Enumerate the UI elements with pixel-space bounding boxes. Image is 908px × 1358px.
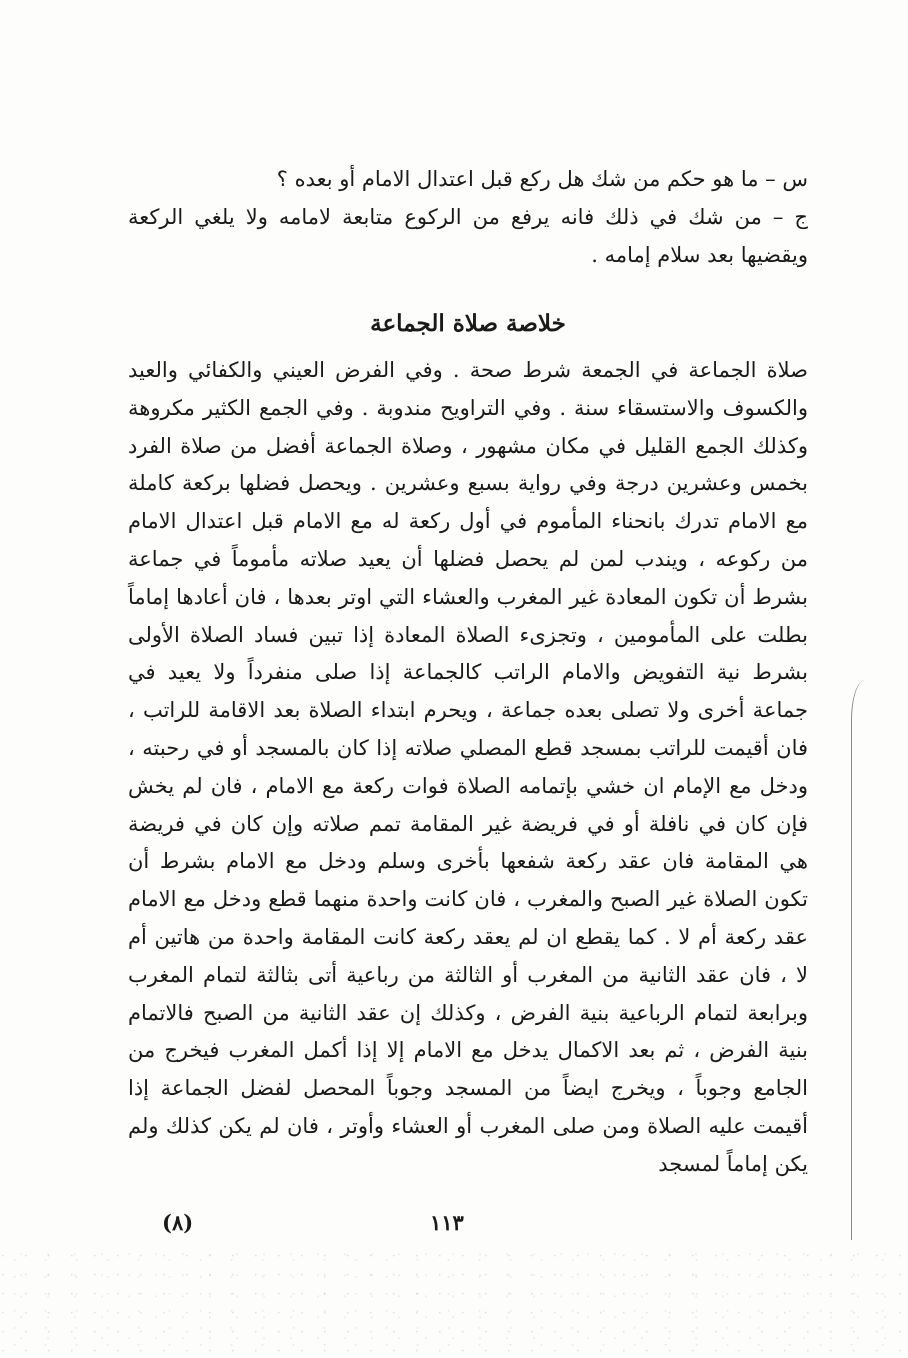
question-text: س – ما هو حكم من شك هل ركع قبل اعتدال الامام أو بعده ؟ [276,167,808,191]
paper-texture [0,1248,908,1358]
section-title: خلاصة صلاة الجماعة [370,310,566,337]
margin-binding-line [851,680,866,1240]
page-number: ١١٣ [430,1210,464,1235]
signature-mark: (٨) [162,1210,194,1235]
page-footer [0,1210,908,1250]
question-answer-block [128,160,808,274]
section-body: صلاة الجماعة في الجمعة شرط صحة . وفي الفرض العيني والكفائي والعيد والكسوف والاستسقاء سنة . وفي التراويح مندوبة . وفي الجمع الكثير مكروهة وكذلك الجمع القليل في مكان مشهور ، وصلاة الجماعة أفضل من صلاة الفرد بخمس وعشرين درجة وفي رواية بسبع وعشرين . ويحصل فضلها بركعة كاملة مع الامام تدرك بانحناء المأموم في أول ركعة له مع الامام قبل اعتدال الامام من ركوعه ، ويندب لمن لم يحصل فضلها أن يعيد صلاته مأموماً في جماعة بشرط أن تكون المعادة غير المغرب والعشاء التي اوتر بعدها ، فان أعادها إماماً بطلت على المأمومين ، وتجزىء الصلاة المعادة إذا تبين فساد الصلاة الأولى بشرط نية التفويض والامام الراتب كالجماعة إذا صلى منفرداً ولا يعيد في جماعة أخرى ولا تصلى بعده جماعة ، ويحرم ابتداء الصلاة بعد الاقامة للراتب ، فان أقيمت للراتب بمسجد قطع المصلي صلاته إذا كان بالمسجد أو في رحبته ، ودخل مع الإمام ان خشي بإتمامه الصلاة فوات ركعة مع الامام ، فان لم يخش فإن كان في نافلة أو في فريضة غير المقامة تمم صلاته وإن كان في فريضة هي المقامة فان عقد ركعة شفعها بأخرى وسلم ودخل مع الامام بشرط أن تكون الصلاة غير الصبح والمغرب ، فان كانت واحدة منهما قطع ودخل مع الامام عقد ركعة أم لا . كما يقطع ان لم يعقد ركعة كانت المقامة واحدة من هاتين أم لا ، فان عقد الثانية من المغرب أو الثالثة من رباعية أتى بثالثة لتمام المغرب وبرابعة لتمام الرباعية بنية الفرض ، وكذلك إن عقد الثانية من الصبح فالاتمام بنية الفرض ، ثم بعد الاكمال يدخل مع الامام إلا إذا أكمل المغرب فيخرج من الجامع وجوباً ، ويخرج ايضاً من المسجد وجوباً المحصل لفضل الجماعة إذا أقيمت عليه الصلاة ومن صلى المغرب أو العشاء وأوتر ، فان لم يكن كذلك ولم يكن إماماً لمسجد [128,358,809,1176]
answer-text: ج – من شك في ذلك فانه يرفع من الركوع متابعة لامامه ولا يلغي الركعة ويقضيها بعد سلام إمامه . [128,205,808,267]
